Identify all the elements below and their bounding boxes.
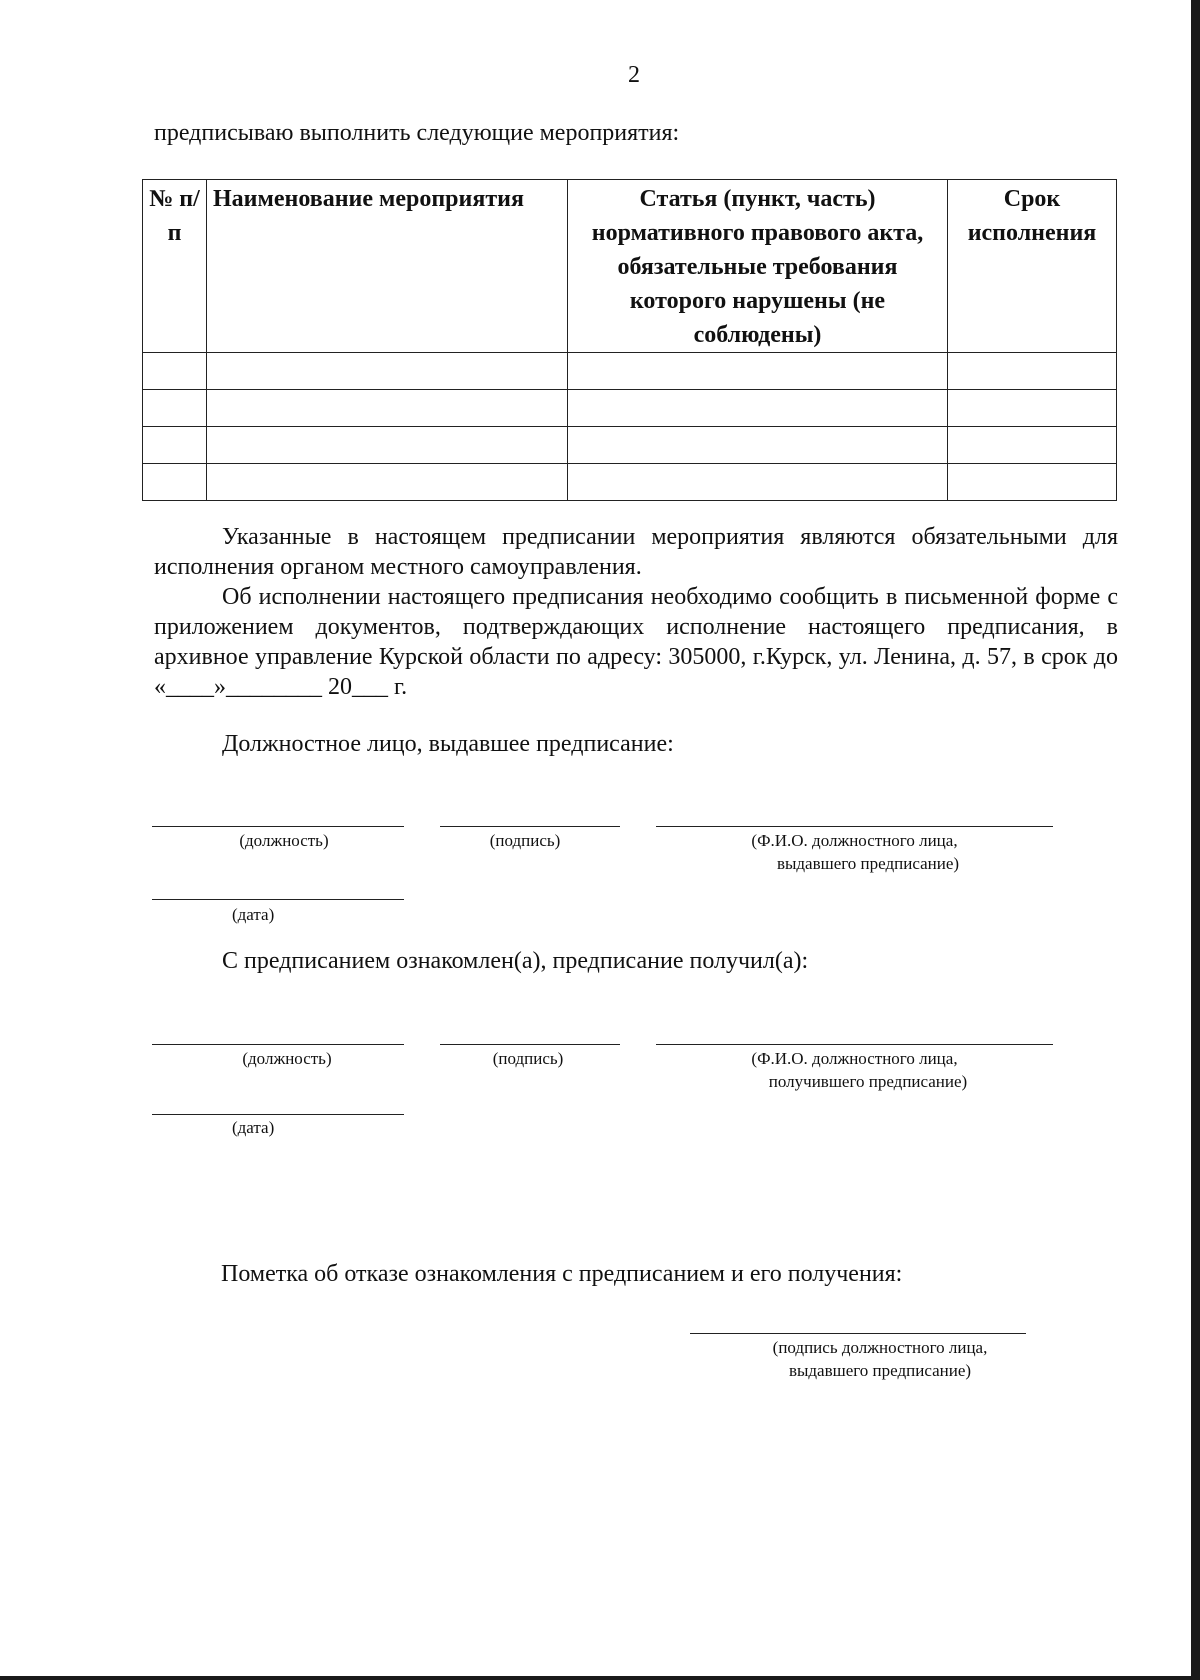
issuer-name-line [656,826,1053,827]
receiver-name-caption-line1: (Ф.И.О. должностного лица, [751,1049,958,1068]
page-number: 2 [628,62,640,88]
table-row [143,353,1117,390]
refusal-heading: Пометка об отказе ознакомления с предписанием и его получения: [221,1261,903,1287]
intro-text: предписываю выполнить следующие мероприятия: [154,120,680,146]
table-row [143,464,1117,501]
issuer-date-caption: (дата) [232,905,275,924]
receiver-heading: С предписанием ознакомлен(а), предписание получил(а): [222,948,809,974]
receiver-position-caption: (должность) [242,1049,332,1068]
issuer-signature-line [440,826,620,827]
receiver-signature-line [440,1044,620,1045]
paragraph-mandatory: Указанные в настоящем предписании мероприятия являются обязательными для исполнения органом местного самоуправления. [154,524,1118,580]
receiver-name-line [656,1044,1053,1045]
table-row [143,390,1117,427]
receiver-signature-caption: (подпись) [492,1049,564,1068]
receiver-date-line [152,1114,404,1115]
scan-border-bottom [0,1676,1200,1680]
header-deadline: Срок исполнения [948,180,1117,353]
header-article: Статья (пункт, часть) нормативного правового акта, обязательные требования которого нарушены (не соблюдены) [568,180,948,353]
issuer-heading: Должностное лицо, выдавшее предписание: [222,731,674,757]
receiver-position-line [152,1044,404,1045]
issuer-position-caption: (должность) [239,831,329,850]
issuer-name-caption-line1: (Ф.И.О. должностного лица, [751,831,958,850]
receiver-date-caption: (дата) [232,1118,275,1137]
issuer-date-line [152,899,404,900]
table-row [143,427,1117,464]
header-number: № п/п [143,180,207,353]
issuer-name-caption-line2: выдавшего предписание) [776,854,960,873]
issuer-position-line [152,826,404,827]
table-header-row [143,180,1117,353]
issuer-signature-caption: (подпись) [489,831,561,850]
scan-border-right [1191,0,1200,1680]
header-measure-name: Наименование мероприятия [207,180,568,353]
measures-table [142,179,1117,501]
refusal-caption-line1: (подпись должностного лица, [772,1338,988,1357]
receiver-name-caption-line2: получившего предписание) [768,1072,968,1091]
paragraph-report: Об исполнении настоящего предписания необходимо сообщить в письменной форме с приложением документов, подтверждающих исполнение настоящего предписания, в архивное управление Курской области по адресу: 305000, г.Курск, ул. Ленина, д. 57, в срок до «____»________ 20___ г. [154,584,1118,700]
refusal-caption-line2: выдавшего предписание) [788,1361,972,1380]
refusal-signature-line [690,1333,1026,1334]
body-text [154,522,1118,702]
